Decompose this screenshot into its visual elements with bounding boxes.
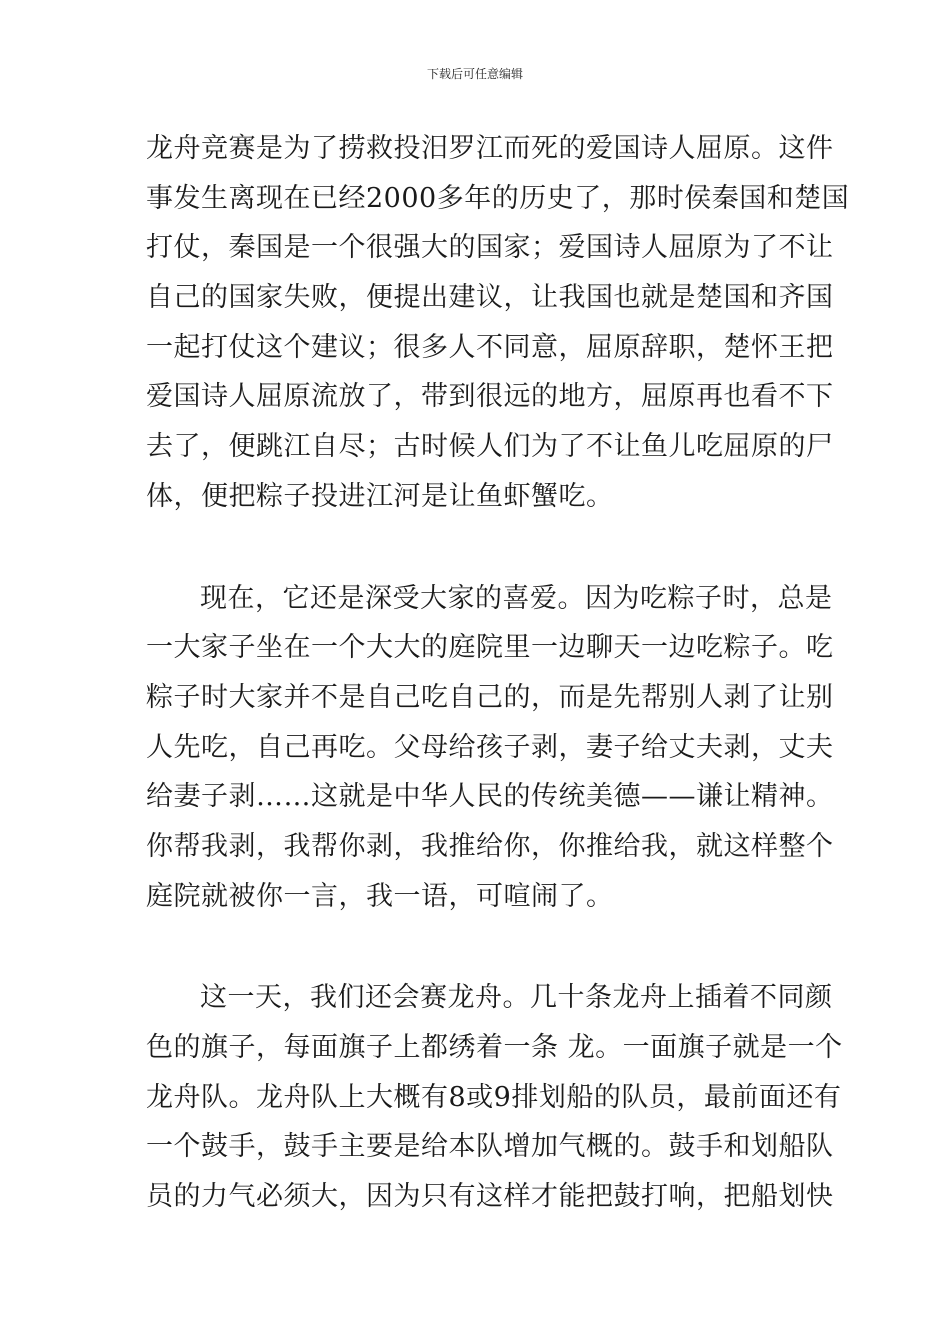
paragraph-2: [146, 574, 834, 922]
text-line: 一大家子坐在一个大大的庭院里一边聊天一边吃粽子。吃: [146, 632, 834, 664]
text-line: 体，便把粽子投进江河是让鱼虾蟹吃。: [146, 480, 614, 512]
text-line: 员的力气必须大，因为只有这样才能把鼓打响，把船划快: [146, 1181, 834, 1213]
text-line: 给妻子剥……这就是中华人民的传统美德——谦让精神。: [146, 781, 834, 813]
document-body: [146, 124, 850, 1222]
text-line: 现在，它还是深受大家的喜爱。因为吃粽子时，总是: [200, 582, 833, 614]
text-line: 你帮我剥，我帮你剥，我推给你，你推给我，就这样整个: [146, 830, 834, 862]
paragraph-1: [146, 124, 850, 522]
text-line: 龙舟竞赛是为了捞救投汨罗江而死的爱国诗人屈原。这件: [146, 133, 834, 164]
text-line: 龙舟队。龙舟队上大概有8或9排划船的队员，最前面还有: [146, 1081, 842, 1113]
text-line: 打仗，秦国是一个很强大的国家；爱国诗人屈原为了不让: [146, 232, 834, 264]
text-line: 色的旗子，每面旗子上都绣着一条 龙。一面旗子就是一个: [146, 1032, 843, 1063]
text-line: 人先吃，自己再吃。父母给孩子剥，妻子给丈夫剥，丈夫: [146, 731, 834, 763]
text-line: 事发生离现在已经2000多年的历史了，那时侯秦国和楚国: [146, 182, 850, 214]
text-line: 庭院就被你一言，我一语，可喧闹了。: [146, 880, 614, 912]
header-note: 下载后可任意编辑: [426, 67, 523, 81]
text-line: 自己的国家失败，便提出建议，让我国也就是楚国和齐国: [146, 282, 834, 314]
text-line: 一起打仗这个建议；很多人不同意，屈原辞职，楚怀王把: [146, 331, 834, 363]
text-line: 爱国诗人屈原流放了，带到很远的地方，屈原再也看不下: [146, 381, 834, 413]
text-line: 一个鼓手，鼓手主要是给本队增加气概的。鼓手和划船队: [146, 1131, 834, 1163]
text-line: 这一天，我们还会赛龙舟。几十条龙舟上插着不同颜: [200, 982, 833, 1014]
text-line: 粽子时大家并不是自己吃自己的，而是先帮别人剥了让别: [146, 681, 834, 713]
paragraph-3: [146, 973, 843, 1221]
paragraph-spacer: [146, 921, 814, 973]
paragraph-spacer: [146, 522, 814, 574]
text-line: 去了，便跳江自尽；古时候人们为了不让鱼儿吃屈原的尸: [146, 431, 834, 463]
